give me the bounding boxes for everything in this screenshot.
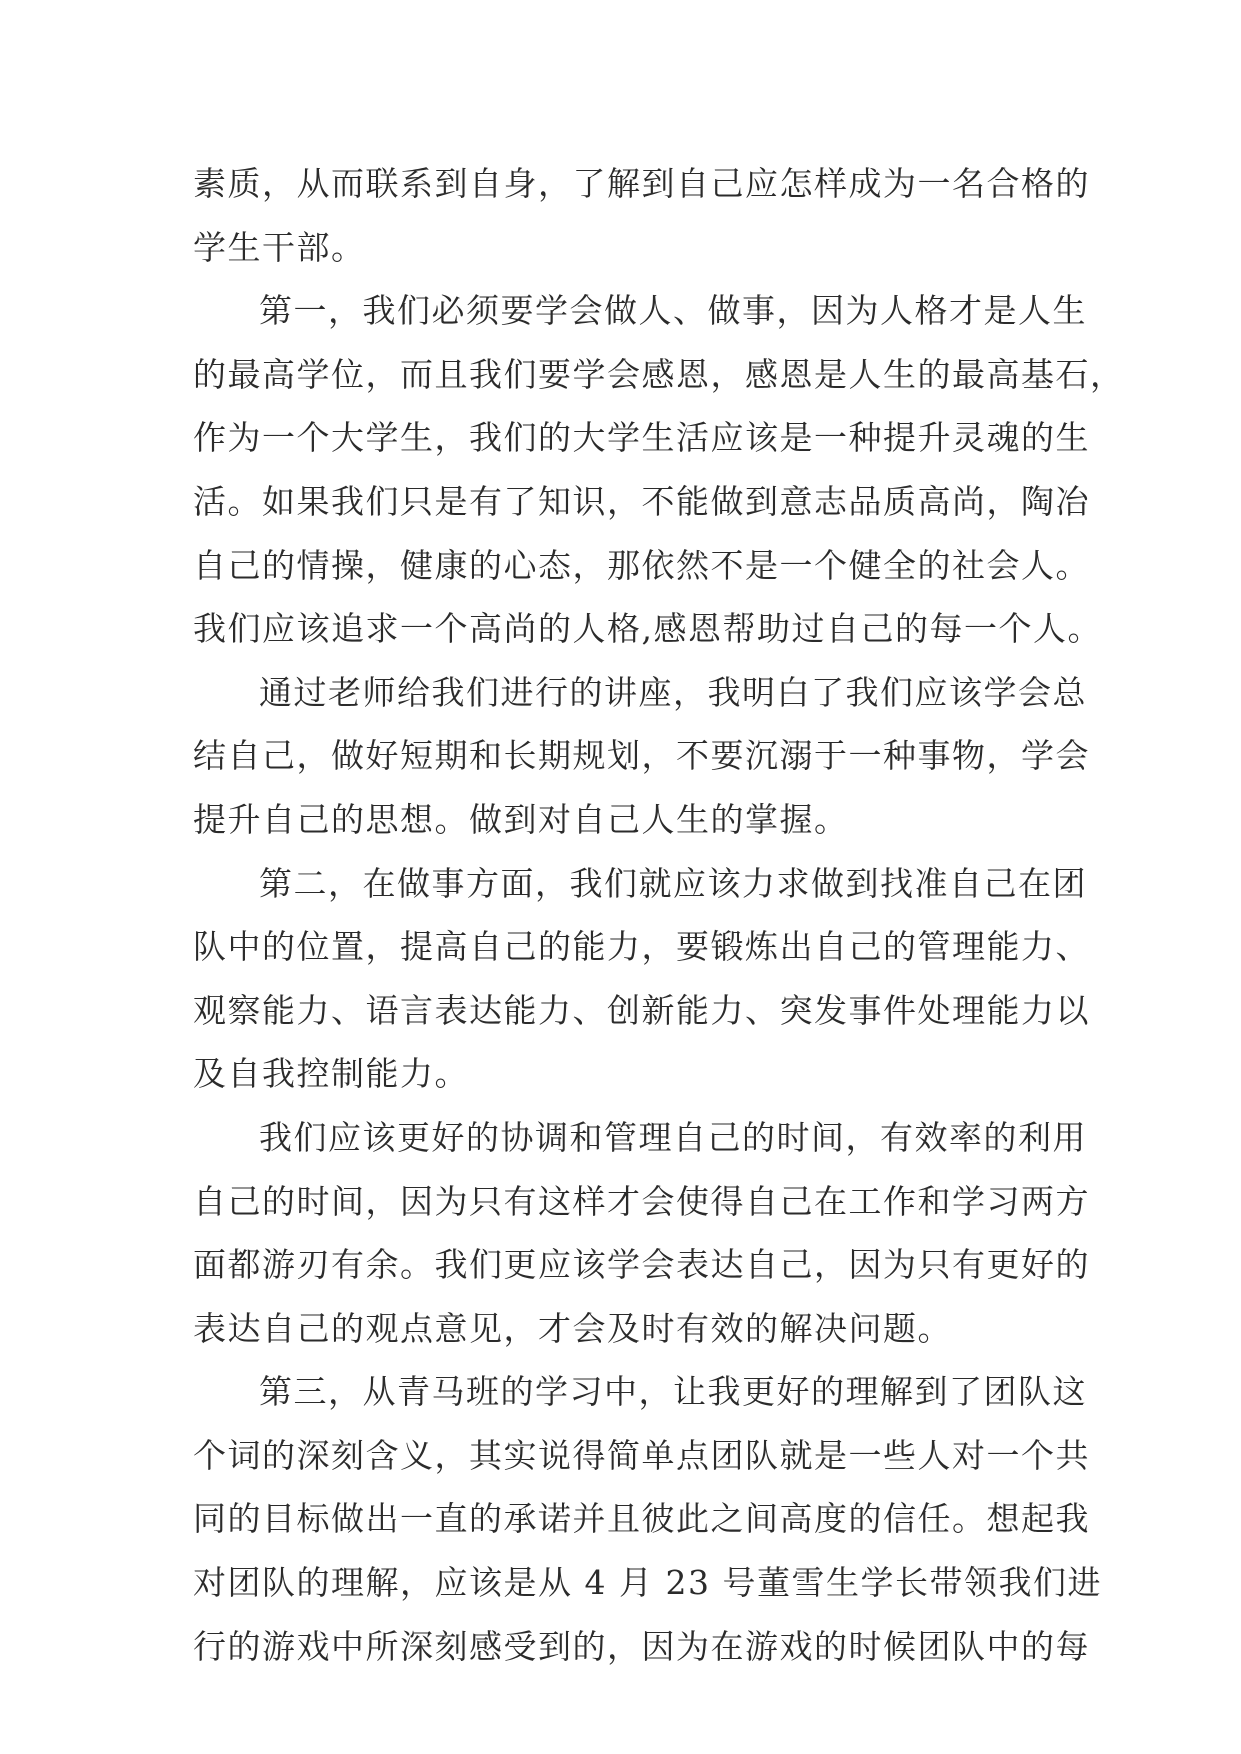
text-line: 学生干部。 (193, 227, 366, 267)
text-line: 自己的情操，健康的心态，那依然不是一个健全的社会人。 (193, 545, 1090, 585)
paragraph-first-line: 我们应该更好的协调和管理自己的时间，有效率的利用 (259, 1117, 1087, 1157)
paragraph-first-line: 第三，从青马班的学习中，让我更好的理解到了团队这 (259, 1372, 1087, 1412)
text-line: 结自己，做好短期和长期规划，不要沉溺于一种事物，学会 (193, 736, 1090, 776)
text-line: 自己的时间，因为只有这样才会使得自己在工作和学习两方 (193, 1181, 1090, 1221)
paragraph-first-line: 第二，在做事方面，我们就应该力求做到找准自己在团 (259, 863, 1087, 903)
text-line: 同的目标做出一直的承诺并且彼此之间高度的信任。想起我 (193, 1499, 1090, 1539)
text-line: 我们应该追求一个高尚的人格,感恩帮助过自己的每一个人。 (193, 609, 1102, 649)
text-line: 队中的位置，提高自己的能力，要锻炼出自己的管理能力、 (193, 927, 1090, 967)
text-line: 观察能力、语言表达能力、创新能力、突发事件处理能力以 (193, 990, 1090, 1030)
text-line: 素质，从而联系到自身，了解到自己应怎样成为一名合格的 (193, 164, 1090, 203)
text-line: 活。如果我们只是有了知识，不能做到意志品质高尚，陶冶 (193, 481, 1090, 521)
text-line: 行的游戏中所深刻感受到的，因为在游戏的时候团队中的每 (193, 1626, 1090, 1666)
body-text (193, 152, 1125, 1678)
paragraph-first-line: 通过老师给我们进行的讲座，我明白了我们应该学会总 (259, 672, 1087, 712)
text-line: 面都游刃有余。我们更应该学会表达自己，因为只有更好的 (193, 1245, 1090, 1285)
paragraph-first-line: 第一，我们必须要学会做人、做事，因为人格才是人生 (259, 291, 1087, 331)
text-line: 表达自己的观点意见，才会及时有效的解决问题。 (193, 1308, 952, 1348)
text-line: 作为一个大学生，我们的大学生活应该是一种提升灵魂的生 (193, 418, 1090, 458)
text-line: 提升自己的思想。做到对自己人生的掌握。 (193, 799, 849, 839)
text-line: 的最高学位，而且我们要学会感恩，感恩是人生的最高基石， (193, 354, 1125, 394)
text-line: 对团队的理解，应该是从 4 月 23 号董雪生学长带领我们进 (193, 1563, 1102, 1603)
text-line: 个词的深刻含义，其实说得简单点团队就是一些人对一个共 (193, 1435, 1090, 1475)
text-line: 及自我控制能力。 (193, 1054, 469, 1094)
